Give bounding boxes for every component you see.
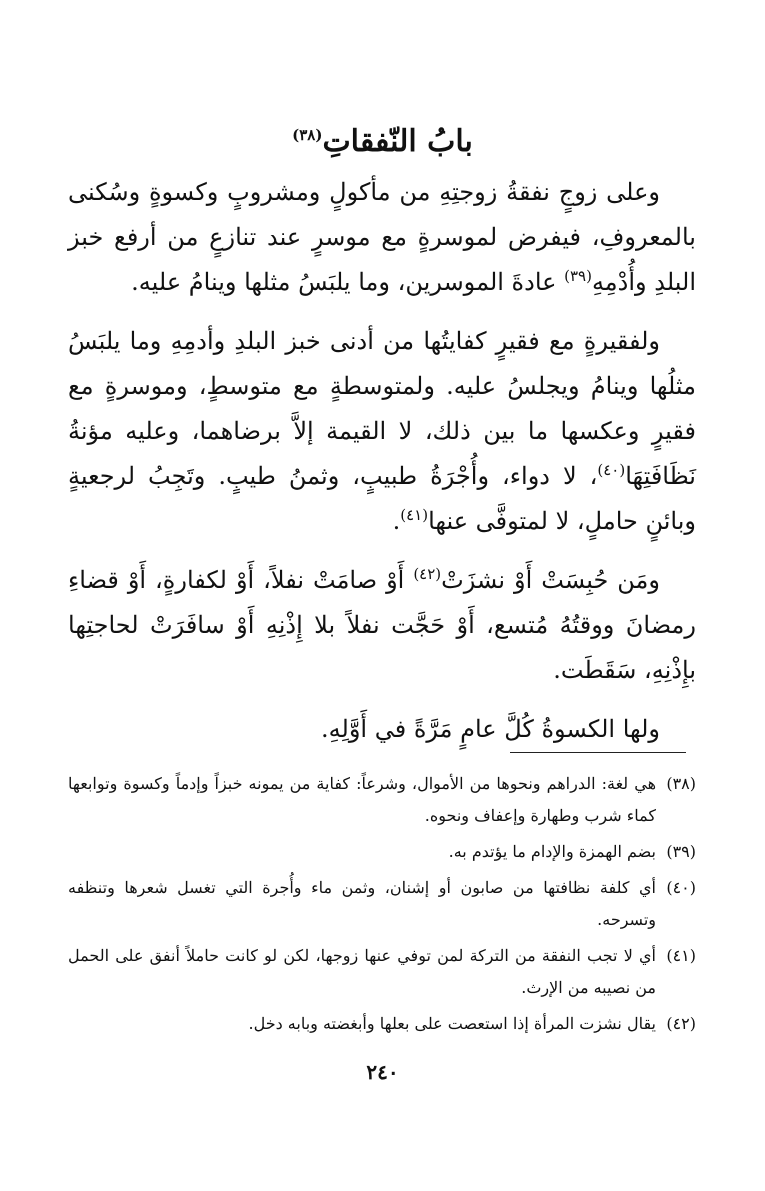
paragraph-1-text-b: عادةَ الموسرين، وما يلبَسُ مثلها وينامُ عليه.: [131, 268, 565, 296]
paragraph-3-text-a: ومَن حُبِسَتْ أَوْ نشزَتْ: [441, 566, 660, 594]
footnote-41: [68, 940, 696, 1004]
footnotes: [68, 768, 696, 1044]
footnote-40: [68, 872, 696, 936]
paragraph-2-text-c: .: [392, 507, 401, 535]
footnote-38: [68, 768, 696, 832]
footnote-42: [68, 1008, 696, 1040]
footnote-separator: [510, 752, 686, 753]
main-text: [68, 170, 696, 766]
footnote-ref-42: (٤٢): [413, 565, 442, 583]
footnote-number: (٤١): [666, 946, 696, 965]
footnote-ref-38: (٣٨): [292, 126, 323, 144]
footnote-ref-41: (٤١): [400, 506, 429, 524]
footnote-text: بضم الهمزة والإدام ما يؤتدم به.: [448, 842, 656, 861]
footnote-ref-40: (٤٠): [597, 461, 626, 479]
footnote-text: يقال نشزت المرأة إذا استعصت على بعلها وأبغضته وبابه دخل.: [248, 1014, 656, 1033]
footnote-number: (٤٢): [666, 1014, 696, 1033]
chapter-title-text: بابُ النّفقاتِ: [322, 124, 473, 159]
footnote-number: (٣٩): [666, 842, 696, 861]
footnote-text: هي لغة: الدراهم ونحوها من الأموال، وشرعاً: كفاية من يمونه خبزاً وإدماً وكسوة وتوابعها كماء شرب وطهارة وإعفاف ونحوه.: [68, 774, 656, 825]
paragraph-3-text-b: أَوْ صامَتْ نفلاً، أَوْ لكفارةٍ، أَوْ قضاءِ رمضانَ ووقتُهُ مُتسع، أَوْ حَجَّت نفلاً بلا إِذْنِهِ أَوْ سافَرَتْ لحاجتِها بإِذْنِهِ، سَقَطَت.: [68, 566, 696, 684]
paragraph-4: [68, 707, 696, 752]
footnote-39: [68, 836, 696, 868]
paragraph-3: [68, 558, 696, 693]
footnote-text: أي لا تجب النفقة من التركة لمن توفي عنها زوجها، لكن لو كانت حاملاً أنفق على الحمل من نصيبه من الإرث.: [68, 946, 656, 997]
paragraph-2: [68, 319, 696, 544]
paragraph-1: [68, 170, 696, 305]
chapter-title: [0, 120, 765, 164]
footnote-number: (٤٠): [666, 878, 696, 897]
paragraph-4-text: ولها الكسوةُ كُلَّ عامٍ مَرَّةً في أَوَّلِهِ.: [321, 715, 660, 743]
page-number: ٢٤٠: [366, 1060, 399, 1084]
footnote-ref-39: (٣٩): [564, 267, 592, 285]
paragraph-1-text-a: وعلى زوجٍ نفقةُ زوجتِهِ من مأكولٍ ومشروبٍ وكسوةٍ وسُكنى بالمعروفِ، فيفرض لموسرةٍ مع موسرٍ عند تنازعٍ من أرفع خبز البلدِ وأُدْمِهِ: [68, 178, 696, 296]
footnote-number: (٣٨): [666, 774, 696, 793]
paragraph-2-text-a: ولفقيرةٍ مع فقيرٍ كفايتُها من أدنى خبز البلدِ وأدمِهِ وما يلبَسُ مثلُها وينامُ ويجلسُ عليه. ولمتوسطةٍ مع متوسطٍ، وموسرةٍ مع فقيرٍ وعكسها ما بين ذلك، لا القيمة إلاَّ برضاهما، وعليه مؤنةُ نَظَافَتِهَا: [68, 327, 696, 490]
paragraph-2-text-b: ، لا دواء، وأُجْرَةُ طبيبٍ، وثمنُ طيبٍ. وتَجِبُ لرجعيةٍ وبائنٍ حاملٍ، لا لمتوفَّى عنها: [68, 462, 696, 535]
footnote-text: أي كلفة نظافتها من صابون أو إشنان، وثمن ماء وأُجرة التي تغسل شعرها وتنظفه وتسرحه.: [68, 878, 656, 929]
